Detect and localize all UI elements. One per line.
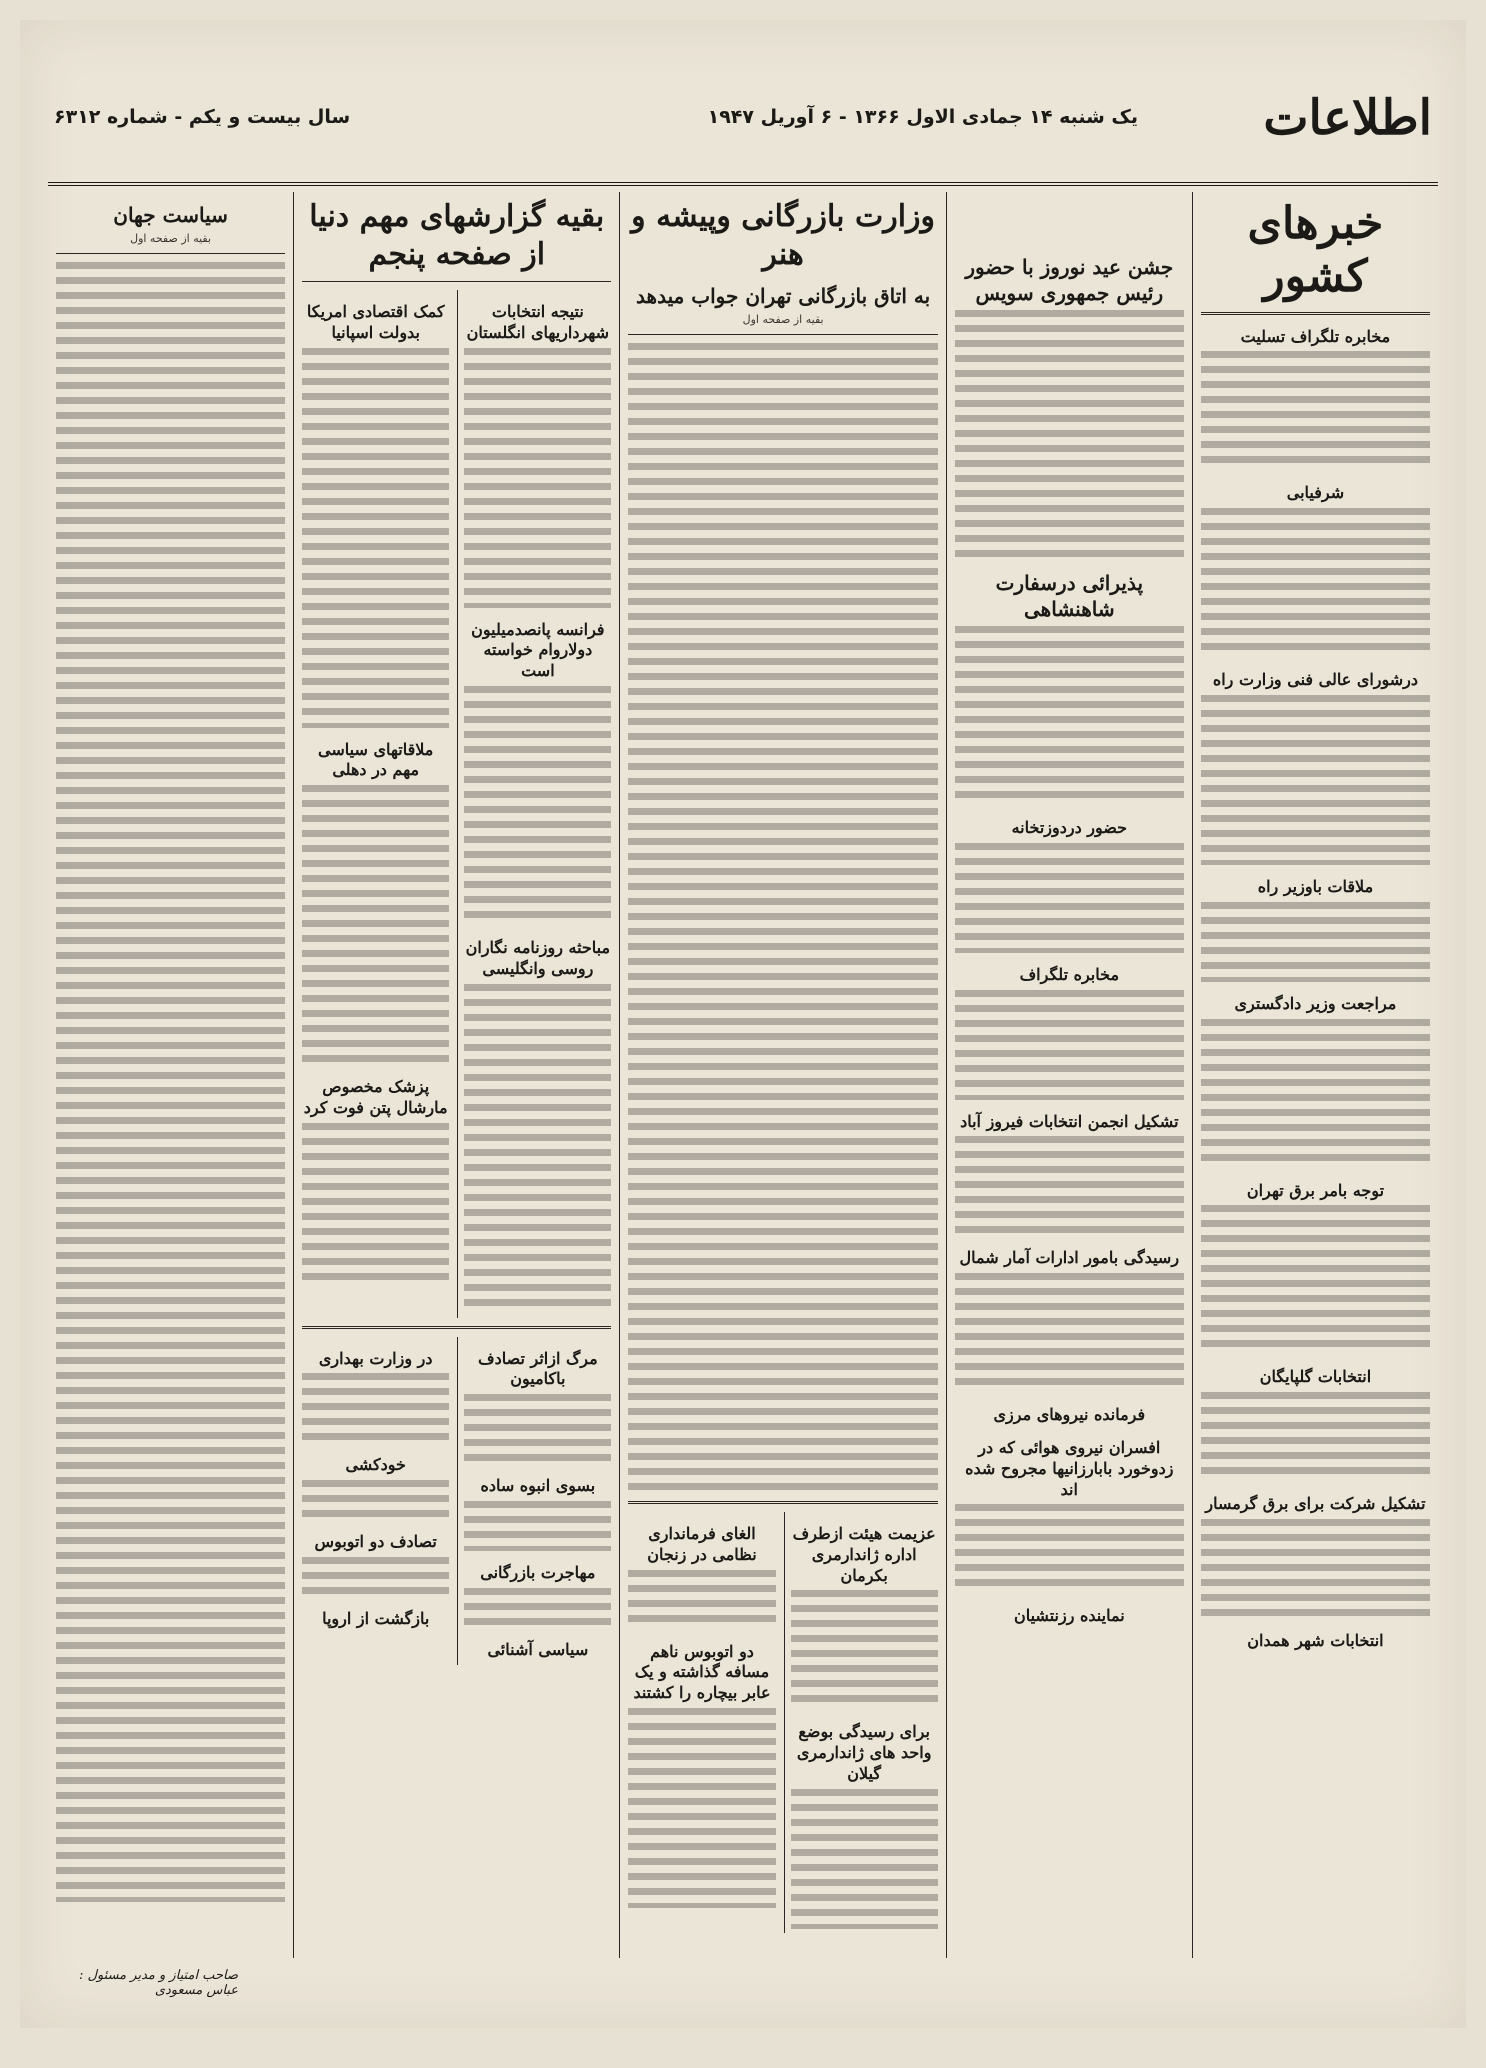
headline: نماینده رزنتشیان — [1013, 1606, 1125, 1626]
article-body — [791, 1789, 938, 1929]
columns — [48, 192, 1438, 1958]
headline: سیاسی آشنائی — [487, 1639, 589, 1659]
article-body — [1201, 1519, 1430, 1619]
newspaper-logo: اطلاعات — [1263, 90, 1432, 146]
headline: در وزارت بهداری — [318, 1348, 433, 1368]
article-body — [955, 310, 1184, 560]
article-body — [628, 1708, 775, 1908]
headline: ملاقاتهای سیاسی مهم در دهلی — [318, 739, 434, 780]
headline: کمک اقتصادی امریکا بدولت اسپانیا — [306, 302, 445, 342]
section-title: خبرهای کشور — [1247, 198, 1384, 302]
article-body — [302, 1373, 449, 1443]
headline: عزیمت هیئت ازطرف اداره ژاندارمری بکرمان — [792, 1524, 936, 1585]
headline: شرفیابی — [1286, 483, 1345, 503]
column-world-politics — [48, 192, 293, 1958]
article-body — [1201, 1392, 1430, 1482]
article-body — [955, 626, 1184, 806]
article-body — [955, 1273, 1184, 1393]
continuation-note: بقیه از صفحه اول — [130, 232, 212, 245]
article-body — [302, 1480, 449, 1520]
headline: مهاجرت بازرگانی — [480, 1562, 596, 1582]
article-body — [628, 343, 937, 1493]
article-body — [302, 785, 449, 1065]
headline: مخابره تلگراف — [1019, 964, 1120, 984]
newspaper-page — [20, 20, 1466, 2028]
article-body — [464, 1588, 611, 1628]
article-body — [955, 843, 1184, 953]
headline: خودکشی — [345, 1455, 406, 1475]
headline: دو اتوبوس ناهم مسافه گذاشته و یک عابر بیچاره را کشتند — [633, 1641, 771, 1703]
dateline: یک شنبه ۱۴ جمادی الاول ۱۳۶۶ - ۶ آوریل ۱۹۴۷ — [707, 106, 1138, 128]
headline: تشکیل انجمن انتخابات فیروز آباد — [960, 1111, 1179, 1131]
headline: الغای فرمانداری نظامی در زنجان — [647, 1524, 757, 1564]
headline: بسوی انبوه ساده — [480, 1476, 596, 1496]
headline: ملاقات باوزیر راه — [1257, 876, 1374, 896]
headline: مباحثه روزنامه نگاران روسی وانگلیسی — [465, 937, 611, 978]
issue-number: سال بیست و یکم - شماره ۶۳۱۲ — [54, 106, 351, 128]
article-body — [464, 984, 611, 1314]
article-body — [1201, 508, 1430, 658]
article-body — [955, 990, 1184, 1100]
headline: فرمانده نیروهای مرزی — [993, 1405, 1146, 1425]
headline: رسیدگی بامور ادارات آمار شمال — [959, 1248, 1180, 1268]
article-body — [302, 1557, 449, 1597]
headline: پزشک مخصوص مارشال پتن فوت کرد — [303, 1077, 448, 1117]
article-body — [1201, 351, 1430, 471]
headline: سیاست جهان — [113, 203, 228, 227]
headline: حضور دردوزتخانه — [1011, 818, 1128, 837]
article-body — [955, 1136, 1184, 1236]
headline: انتخابات شهر همدان — [1247, 1630, 1384, 1650]
article-body — [464, 1394, 611, 1464]
article-body — [56, 262, 285, 1902]
headline: فرانسه پانصدمیلیون دولاروام خواسته است — [471, 619, 605, 681]
column-world-reports — [293, 192, 619, 1958]
headline: برای رسیدگی بوضع واحد های ژاندارمری گیلان — [796, 1722, 932, 1783]
headline: به اتاق بازرگانی تهران جواب میدهد — [636, 284, 931, 308]
column-commerce — [619, 192, 945, 1958]
column-domestic-news — [1192, 192, 1438, 1958]
article-body — [1201, 1019, 1430, 1169]
article-body — [302, 1123, 449, 1283]
article-body — [302, 348, 449, 728]
article-body — [464, 348, 611, 608]
headline: مرگ ازاثر تصادف باکامیون — [478, 1348, 598, 1389]
headline: جشن عید نوروز با حضور رئیس جمهوری سویس — [965, 255, 1174, 305]
article-body — [464, 686, 611, 926]
headline: نتیجه انتخابات شهرداریهای انگلستان — [466, 302, 610, 342]
article-body — [1201, 1205, 1430, 1355]
headline: تصادف دو اتوبوس — [314, 1532, 437, 1552]
column-official-news — [946, 192, 1192, 1958]
headline: تشکیل شرکت برای برق گرمسار — [1205, 1494, 1426, 1514]
headline: پذیرائی درسفارت شاهنشاهی — [995, 571, 1144, 621]
headline: توجه بامر برق تهران — [1246, 1180, 1385, 1200]
headline: وزارت بازرگانی وپیشه و هنر — [631, 199, 936, 272]
headline: درشورای عالی فنی وزارت راه — [1212, 670, 1419, 690]
article-body — [464, 1501, 611, 1551]
article-body — [628, 1570, 775, 1630]
article-body — [955, 1504, 1184, 1594]
headline: بازگشت از اروپا — [322, 1608, 430, 1628]
headline: انتخابات گلپایگان — [1259, 1367, 1372, 1387]
headline: افسران نیروی هوائی که در زدوخورد بابارزانیها مجروح شده اند — [965, 1437, 1174, 1499]
headline: بقیه گزارشهای مهم دنیا از صفحه پنجم — [309, 199, 605, 272]
article-body — [1201, 902, 1430, 982]
publisher-signature: صاحب امتیاز و مدیر مسئول : عباس مسعودی — [78, 1968, 238, 1998]
headline: مراجعت وزیر دادگستری — [1234, 993, 1397, 1013]
article-body — [791, 1590, 938, 1710]
headline: مخابره تلگراف تسلیت — [1240, 326, 1391, 346]
masthead — [48, 84, 1438, 186]
continuation-note: بقیه از صفحه اول — [742, 313, 824, 326]
article-body — [1201, 695, 1430, 865]
